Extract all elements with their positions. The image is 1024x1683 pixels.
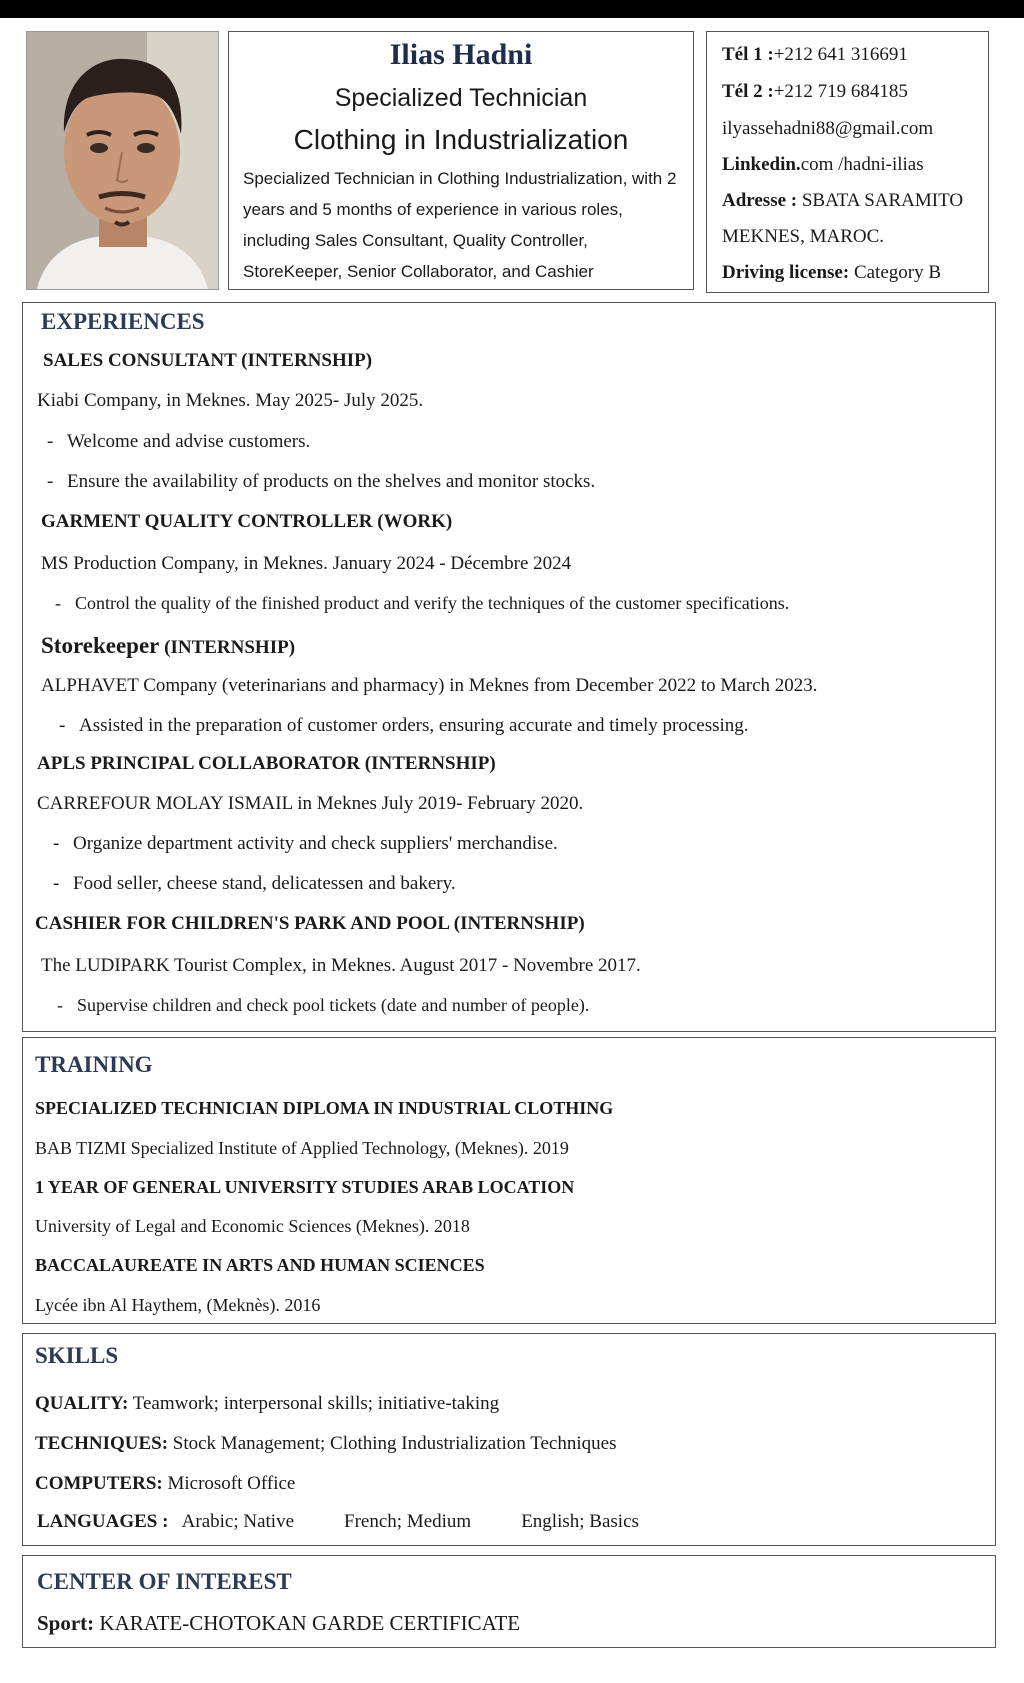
training-school: Lycée ibn Al Haythem, (Meknès). 2016 <box>35 1295 321 1315</box>
section-title: TRAINING <box>35 1052 153 1077</box>
address: Adresse : SBATA SARAMITO <box>722 190 964 211</box>
profile-photo <box>26 31 219 290</box>
interest-sport: Sport: KARATE-CHOTOKAN GARDE CERTIFICATE <box>37 1611 521 1635</box>
job-bullet: - Assisted in the preparation of customer orders, ensuring accurate and timely processing. <box>59 715 749 737</box>
job-role: Storekeeper (INTERNSHIP) <box>41 633 296 658</box>
driving-license: Driving license: Category B <box>722 262 942 283</box>
section-title: CENTER OF INTEREST <box>37 1569 292 1594</box>
section-title: EXPERIENCES <box>41 309 205 334</box>
job-bullet: - Control the quality of the finished product and verify the techniques of the customer specifications. <box>55 593 789 614</box>
training-section <box>22 1037 996 1324</box>
section-title: SKILLS <box>35 1343 119 1368</box>
person-portrait-icon <box>27 32 218 289</box>
job-title-line1: Specialized Technician <box>334 84 588 112</box>
phone-2: Tél 2 :+212 719 684185 <box>722 81 908 102</box>
job-place: The LUDIPARK Tourist Complex, in Meknes. August 2017 - Novembre 2017. <box>41 955 641 976</box>
profile-box <box>228 31 694 290</box>
job-role: APLS PRINCIPAL COLLABORATOR (INTERNSHIP) <box>37 753 496 774</box>
job-place: MS Production Company, in Meknes. January 2024 - Décembre 2024 <box>41 553 572 574</box>
training-school: BAB TIZMI Specialized Institute of Applied Technology, (Meknes). 2019 <box>35 1138 569 1158</box>
job-bullet: - Welcome and advise customers. <box>47 431 310 453</box>
job-title-line2: Clothing in Industrialization <box>293 124 629 155</box>
training-degree: BACCALAUREATE IN ARTS AND HUMAN SCIENCES <box>35 1255 485 1275</box>
skill-quality: QUALITY: Teamwork; interpersonal skills; initiative-taking <box>35 1393 500 1414</box>
skill-techniques: TECHNIQUES: Stock Management; Clothing Industrialization Techniques <box>35 1433 617 1454</box>
job-bullet: - Supervise children and check pool tickets (date and number of people). <box>57 995 589 1016</box>
job-bullet: - Food seller, cheese stand, delicatessen and bakery. <box>53 873 456 895</box>
top-bar <box>0 0 1024 18</box>
job-bullet: - Organize department activity and check suppliers' merchandise. <box>53 833 558 855</box>
profile-summary: Specialized Technician in Clothing Industrialization, with 2 years and 5 months of experience in various roles, including Sales Consultant, Quality Controller, StoreKeeper, Senior Collaborator, and Cashier <box>243 169 677 281</box>
linkedin-link[interactable]: Linkedin.com /hadni-ilias <box>722 154 924 175</box>
job-bullet: - Ensure the availability of products on the shelves and monitor stocks. <box>47 471 595 493</box>
skill-computers: COMPUTERS: Microsoft Office <box>35 1473 296 1494</box>
training-school: University of Legal and Economic Sciences (Meknes). 2018 <box>35 1216 470 1236</box>
experiences-section <box>22 302 996 1032</box>
training-degree: 1 YEAR OF GENERAL UNIVERSITY STUDIES ARAB LOCATION <box>35 1177 575 1197</box>
candidate-name: Ilias Hadni <box>389 38 533 71</box>
job-role: CASHIER FOR CHILDREN'S PARK AND POOL (INTERNSHIP) <box>35 913 585 934</box>
phone-1: Tél 1 :+212 641 316691 <box>722 44 908 65</box>
contact-box <box>706 31 989 293</box>
job-place: CARREFOUR MOLAY ISMAIL in Meknes July 2019- February 2020. <box>37 793 584 814</box>
interest-section <box>22 1555 996 1648</box>
training-degree: SPECIALIZED TECHNICIAN DIPLOMA IN INDUSTRIAL CLOTHING <box>35 1098 614 1118</box>
job-role: GARMENT QUALITY CONTROLLER (WORK) <box>41 511 453 532</box>
address-line2: MEKNES, MAROC. <box>722 226 885 247</box>
job-place: ALPHAVET Company (veterinarians and pharmacy) in Meknes from December 2022 to March 2023. <box>41 675 818 696</box>
email-link[interactable]: ilyassehadni88@gmail.com <box>722 118 934 139</box>
job-role: SALES CONSULTANT (INTERNSHIP) <box>43 350 373 371</box>
skills-section <box>22 1333 996 1546</box>
job-place: Kiabi Company, in Meknes. May 2025- July 2025. <box>37 390 424 411</box>
skill-languages: LANGUAGES : Arabic; Native French; Medium English; Basics <box>37 1511 639 1532</box>
